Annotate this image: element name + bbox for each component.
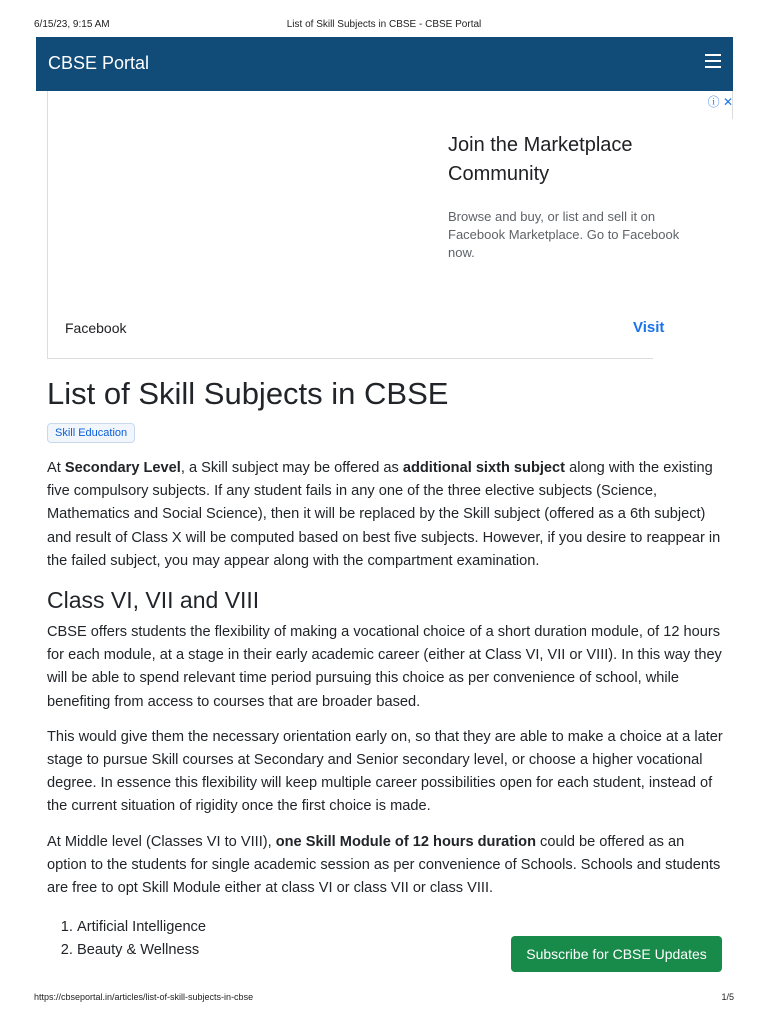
ad-visit-link[interactable]: Visit xyxy=(633,319,665,336)
hamburger-menu-icon[interactable] xyxy=(705,54,721,70)
ad-controls xyxy=(708,93,733,110)
print-url: https://cbseportal.in/articles/list-of-skill-subjects-in-cbse xyxy=(34,992,254,1002)
ad-advertiser[interactable]: Facebook xyxy=(65,320,127,336)
page-title: List of Skill Subjects in CBSE xyxy=(47,376,449,411)
ad-info-icon[interactable]: ⓘ xyxy=(707,95,720,109)
category-tag[interactable]: Skill Education xyxy=(47,423,135,443)
advertisement[interactable] xyxy=(47,91,733,359)
paragraph: CBSE offers students the flexibility of making a vocational choice of a short duration module, of 12 hours for each module, at a stage in their early academic career (either at Class VI, VII or VIII). In this way they will be able to spend relevant time period pursuing this choice as per convenience of school, while benefiting from access to courses that are broader based. xyxy=(47,624,722,710)
list-item: 2. Beauty & Wellness xyxy=(77,939,727,962)
print-header xyxy=(0,0,768,36)
ad-body[interactable]: Browse and buy, or list and sell it on Facebook Marketplace. Go to Facebook now. xyxy=(448,209,680,260)
subscribe-button[interactable]: Subscribe for CBSE Updates xyxy=(511,936,722,972)
intro-paragraph: At Secondary Level, a Skill subject may be offered as additional sixth subject along with the existing five compulsory subjects. If any student fails in any one of the three elective subjects (Science, Mathematics and Social Science), then it will be replaced by the Skill subject (offered as a 6th subject) and result of Class X will be computed based on best five subjects. However, if you desire to reappear in the failed subject, you may appear along with the compartment examination. xyxy=(47,460,721,569)
ad-frame[interactable] xyxy=(47,91,680,359)
print-page-number: 1/5 xyxy=(721,992,734,1002)
article xyxy=(47,375,727,963)
brand-link[interactable]: CBSE Portal xyxy=(48,53,150,73)
list-item: 1. Artificial Intelligence xyxy=(77,916,727,939)
paragraph: At Middle level (Classes VI to VIII), one Skill Module of 12 hours duration could be offered as an option to the students for single academic session as per convenience of Schools. Schools and students are free to opt Skill Module either at class VI or class VII or class VIII. xyxy=(47,833,721,897)
ad-headline[interactable]: Join the Marketplace Community xyxy=(448,134,633,185)
paragraph: This would give them the necessary orientation early on, so that they are able to make a choice at a later stage to pursue Skill courses at Secondary and Senior secondary level, or choose a higher vocational degree. In essence this flexibility will keep multiple career possibilities open for each student, instead of the current situation of rigidity once the first choice is made. xyxy=(47,728,723,815)
ad-close-icon[interactable]: ✕ xyxy=(722,95,733,109)
print-datetime: 6/15/23, 9:15 AM xyxy=(34,19,110,30)
navbar xyxy=(36,37,733,91)
section-heading: Class VI, VII and VIII xyxy=(47,587,260,614)
print-page-title: List of Skill Subjects in CBSE - CBSE Portal xyxy=(286,19,482,30)
